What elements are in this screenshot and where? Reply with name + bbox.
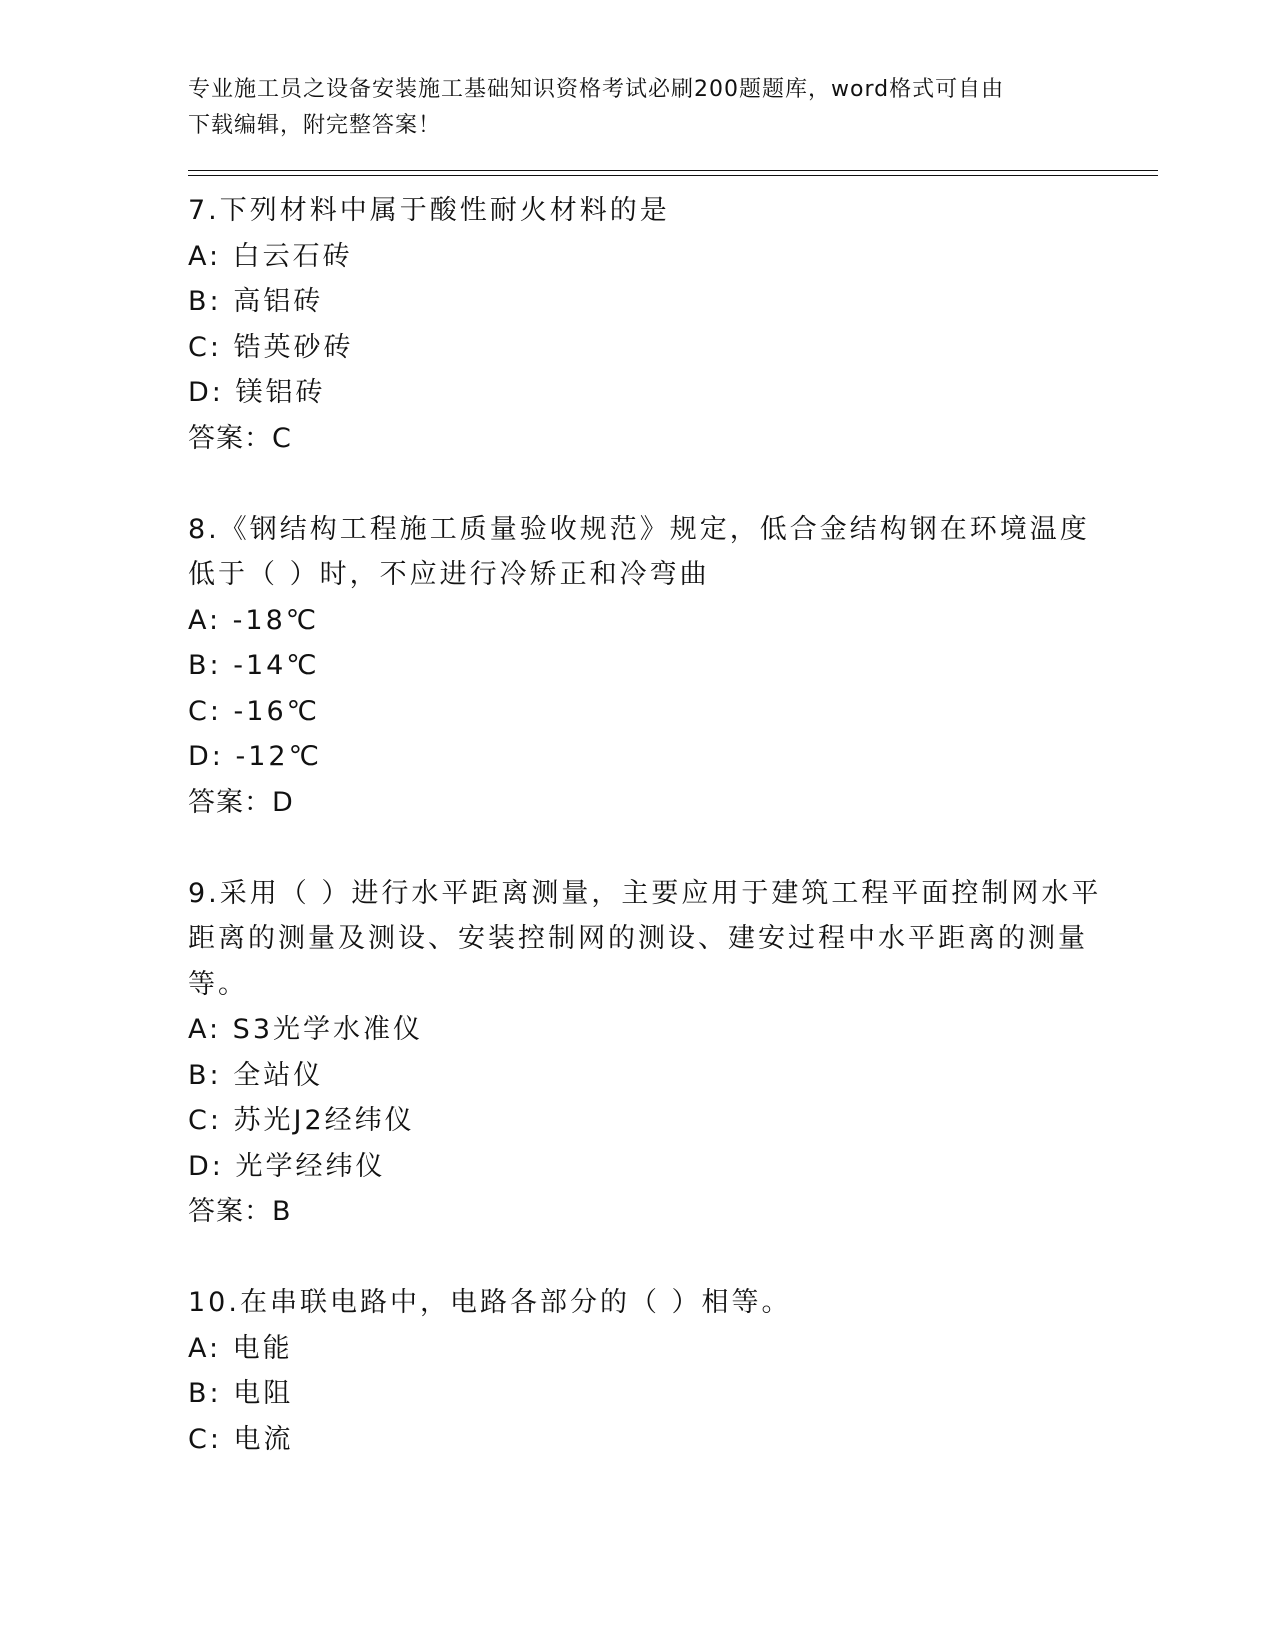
option-b: B: 全站仪 bbox=[188, 1059, 324, 1091]
option-a: A: 白云石砖 bbox=[188, 240, 353, 272]
answer: 答案：B bbox=[188, 1196, 292, 1227]
header-line-1: 专业施工员之设备安装施工基础知识资格考试必刷200题题库，word格式可自由 bbox=[188, 77, 1005, 102]
header-divider-bottom bbox=[188, 175, 1158, 176]
option-d: D: -12℃ bbox=[188, 741, 322, 772]
option-d: D: 光学经纬仪 bbox=[188, 1150, 386, 1182]
option-a: A: -18℃ bbox=[188, 604, 320, 636]
document-header bbox=[188, 72, 1088, 144]
question-list bbox=[188, 188, 1102, 1462]
option-c: C: 电流 bbox=[188, 1423, 294, 1455]
option-a: A: S3光学水准仪 bbox=[188, 1014, 423, 1045]
question-8 bbox=[188, 507, 1088, 826]
question-stem-cont: 低于（ ）时，不应进行冷矫正和冷弯曲 bbox=[188, 559, 710, 590]
option-c: C: 锆英砂砖 bbox=[188, 331, 354, 363]
question-9 bbox=[188, 871, 1102, 1235]
question-7 bbox=[188, 188, 1088, 461]
header-divider-top bbox=[188, 170, 1158, 171]
question-stem: 10.在串联电路中，电路各部分的（ ）相等。 bbox=[188, 1287, 792, 1318]
question-10 bbox=[188, 1280, 1088, 1462]
option-b: B: -14℃ bbox=[188, 650, 320, 681]
option-d: D: 镁铝砖 bbox=[188, 377, 326, 408]
question-stem-cont: 距离的测量及测设、安装控制网的测设、建安过程中水平距离的测量 bbox=[188, 923, 1088, 954]
question-stem: 8.《钢结构工程施工质量验收规范》规定，低合金结构钢在环境温度 bbox=[188, 513, 1090, 545]
question-stem-cont: 等。 bbox=[188, 968, 248, 1000]
header-line-2: 下载编辑，附完整答案！ bbox=[188, 113, 442, 138]
option-b: B: 电阻 bbox=[188, 1378, 294, 1409]
option-c: C: 苏光J2经纬仪 bbox=[188, 1105, 415, 1136]
option-b: B: 高铝砖 bbox=[188, 286, 324, 317]
option-c: C: -16℃ bbox=[188, 695, 320, 727]
question-stem: 9.采用（ ）进行水平距离测量，主要应用于建筑工程平面控制网水平 bbox=[188, 877, 1102, 909]
answer: 答案：C bbox=[188, 422, 292, 454]
option-a: A: 电能 bbox=[188, 1332, 293, 1364]
question-stem: 7.下列材料中属于酸性耐火材料的是 bbox=[188, 195, 670, 226]
answer: 答案：D bbox=[188, 786, 294, 818]
